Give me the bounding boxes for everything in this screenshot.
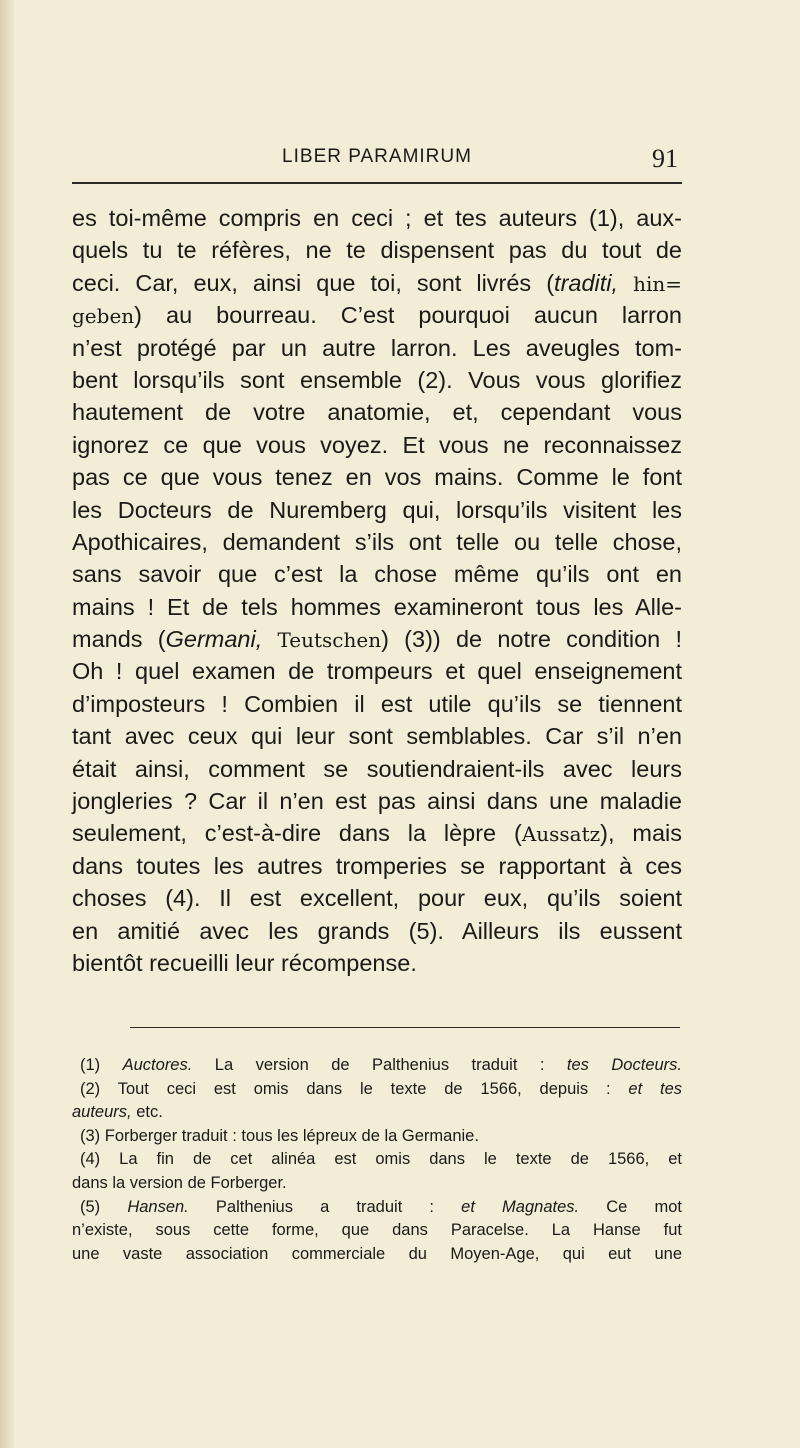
body-line-17: tant avec ceux qui leur sont semblables. Car s’il n’en (72, 723, 682, 750)
footnote-1: (1) Auctores. La version de Palthenius traduit : tes Docteurs. (80, 1056, 682, 1074)
body-line-11: Apothicaires, demandent s’ils ont telle ou telle chose, (72, 528, 682, 555)
body-line-13: mains ! Et de tels hommes examineront tous les Alle- (72, 593, 682, 620)
body-line-19: jongleries ? Car il n’en est pas ainsi dans une maladie (72, 788, 682, 815)
footnote-5-continued: n’existe, sous cette forme, que dans Paracelse. La Hanse fut (72, 1221, 682, 1240)
body-line-18: était ainsi, comment se soutiendraient-ils avec leurs (72, 755, 682, 782)
body-line-8: ignorez ce que vous voyez. Et vous ne reconnaissez (72, 431, 682, 458)
footnote-5: (5) Hansen. Palthenius a traduit : et Magnates. Ce mot (80, 1197, 682, 1216)
body-line-21: dans toutes les autres tromperies se rapportant à ces (72, 852, 682, 879)
german-term: hin= (633, 271, 682, 296)
german-term: Aussatz (521, 822, 601, 847)
running-title: LIBER PARAMIRUM (282, 146, 472, 167)
body-line-16: d’imposteurs ! Combien il est utile qu’ils se tiennent (72, 690, 682, 717)
body-line-5: n’est protégé par un autre larron. Les aveugles tom- (72, 334, 682, 361)
body-line-12: sans savoir que c’est la chose même qu’ils ont en (72, 561, 682, 588)
body-line-20: seulement, c’est-à-dire dans la lèpre (Aussatz), mais (72, 820, 683, 847)
latin-term: Germani, (165, 626, 263, 653)
body-line-14: mands (Germani, Teutschen) (3)) de notre condition ! (72, 626, 682, 653)
footnote-2-continued: auteurs, etc. (72, 1103, 163, 1122)
body-line-24: bientôt recueilli leur récompense. (72, 949, 417, 976)
footnote-2: (2) Tout ceci est omis dans le texte de 1566, depuis : et tes (80, 1079, 683, 1098)
footnote-5-continued: une vaste association commerciale du Moyen-Age, qui eut une (72, 1244, 682, 1263)
body-text (72, 202, 682, 979)
body-line-1: es toi-même compris en ceci ; et tes auteurs (1), aux- (72, 205, 682, 231)
footnote-4-continued: dans la version de Forberger. (72, 1173, 287, 1192)
body-line-15: Oh ! quel examen de trompeurs et quel enseignement (72, 658, 682, 685)
footnote-3: (3) Forberger traduit : tous les lépreux de la Germanie. (80, 1126, 479, 1145)
german-term: geben (72, 304, 135, 329)
latin-term: traditi, (554, 269, 619, 296)
german-term: Teutschen (277, 628, 382, 653)
footnotes (72, 1054, 682, 1266)
body-line-2: quels tu te réfères, ne te dispensent pas du tout de (72, 237, 682, 264)
body-line-6: bent lorsqu’ils sont ensemble (2). Vous vous glorifiez (72, 366, 682, 393)
body-line-10: les Docteurs de Nuremberg qui, lorsqu’ils visitent les (72, 496, 682, 523)
header-rule (72, 182, 682, 184)
running-head (72, 146, 682, 178)
body-line-9: pas ce que vous tenez en vos mains. Comme le font (72, 464, 682, 491)
page-number: 91 (652, 144, 678, 173)
footnote-4: (4) La fin de cet alinéa est omis dans le texte de 1566, et (80, 1150, 682, 1169)
footnotes-rule (130, 1027, 680, 1028)
body-line-4: geben) au bourreau. C’est pourquoi aucun larron (72, 302, 682, 329)
page-edge (0, 0, 14, 1448)
body-line-22: choses (4). Il est excellent, pour eux, qu’ils soient (72, 885, 682, 912)
body-line-7: hautement de votre anatomie, et, cependant vous (72, 399, 682, 426)
body-line-3: ceci. Car, eux, ainsi que toi, sont livrés (traditi, hin= (72, 269, 682, 296)
body-line-23: en amitié avec les grands (5). Ailleurs ils eussent (72, 917, 682, 944)
